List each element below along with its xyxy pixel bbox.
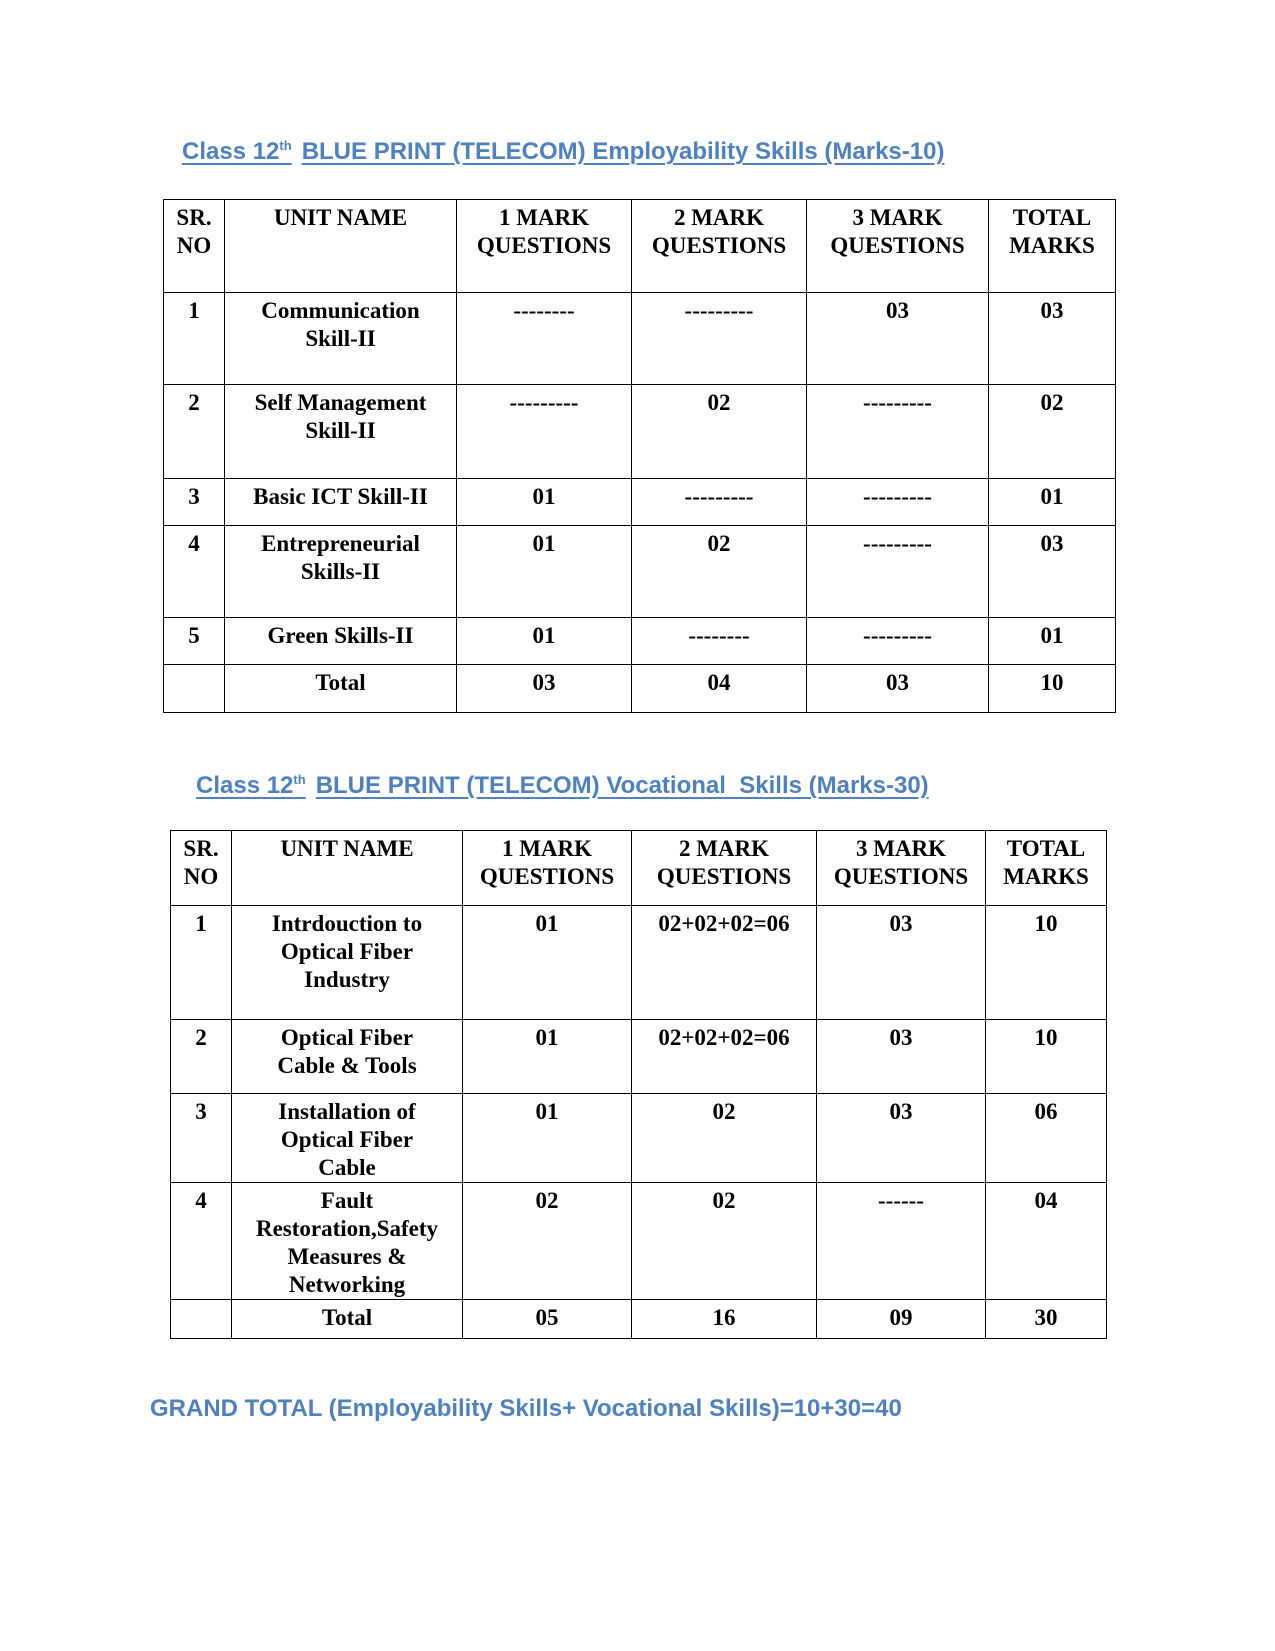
cell-1-mark: 01 — [463, 906, 632, 1020]
cell-2-mark: -------- — [632, 618, 807, 665]
table-row — [164, 385, 1116, 479]
cell-unit: Self Management Skill-II — [225, 385, 457, 479]
table-total-row — [171, 1300, 1107, 1339]
vocational-skills-table — [170, 830, 1107, 1339]
cell-sr: 1 — [164, 293, 225, 385]
cell-total: 06 — [986, 1094, 1107, 1183]
cell-2-mark: 02 — [632, 1094, 817, 1183]
header-1-mark: 1 MARK QUESTIONS — [457, 200, 632, 293]
cell-1-mark: 01 — [457, 618, 632, 665]
cell-unit: Communication Skill-II — [225, 293, 457, 385]
cell-unit: Entrepreneurial Skills-II — [225, 526, 457, 618]
header-3-mark: 3 MARK QUESTIONS — [817, 831, 986, 906]
cell-2-mark: 02+02+02=06 — [632, 1020, 817, 1094]
cell-total: 02 — [989, 385, 1116, 479]
cell-3-mark: 03 — [817, 906, 986, 1020]
cell-1-mark: 01 — [457, 526, 632, 618]
cell-sr: 5 — [164, 618, 225, 665]
table-header-row — [171, 831, 1107, 906]
heading-suffix: BLUE PRINT (TELECOM) Vocational Skills (Marks-30) — [315, 772, 929, 799]
heading-prefix: Class 12 — [196, 772, 294, 799]
table-row — [171, 906, 1107, 1020]
cell-total-label: Total — [232, 1300, 463, 1339]
cell-total: 03 — [989, 293, 1116, 385]
cell-1-mark: 01 — [463, 1020, 632, 1094]
vocational-skills-heading — [196, 772, 929, 800]
cell-unit: Green Skills-II — [225, 618, 457, 665]
cell-1-mark: 01 — [457, 479, 632, 526]
header-unit-name: UNIT NAME — [232, 831, 463, 906]
cell-2-mark: --------- — [632, 479, 807, 526]
table-row — [171, 1094, 1107, 1183]
cell-unit: Intrdouction to Optical Fiber Industry — [232, 906, 463, 1020]
heading-suffix: BLUE PRINT (TELECOM) Employability Skills (Marks-10) — [301, 138, 945, 165]
cell-2-mark: 02 — [632, 1183, 817, 1300]
cell-sr: 1 — [171, 906, 232, 1020]
header-2-mark: 2 MARK QUESTIONS — [632, 831, 817, 906]
cell-sr: 3 — [164, 479, 225, 526]
cell-sr: 3 — [171, 1094, 232, 1183]
cell-sr: 4 — [171, 1183, 232, 1300]
heading-superscript: th — [279, 138, 292, 153]
cell-2-mark: 02+02+02=06 — [632, 906, 817, 1020]
table-row — [171, 1020, 1107, 1094]
table-row — [164, 526, 1116, 618]
grand-total-text: GRAND TOTAL (Employability Skills+ Vocational Skills)=10+30=40 — [150, 1395, 902, 1422]
cell-1-mark-total: 03 — [457, 665, 632, 713]
cell-3-mark: --------- — [807, 618, 989, 665]
cell-2-mark: 02 — [632, 385, 807, 479]
cell-unit: Optical Fiber Cable & Tools — [232, 1020, 463, 1094]
cell-sr-empty — [171, 1300, 232, 1339]
cell-3-mark-total: 03 — [807, 665, 989, 713]
cell-1-mark: -------- — [457, 293, 632, 385]
cell-3-mark: 03 — [817, 1020, 986, 1094]
cell-unit: Basic ICT Skill-II — [225, 479, 457, 526]
cell-sr: 4 — [164, 526, 225, 618]
cell-total: 01 — [989, 618, 1116, 665]
table-total-row — [164, 665, 1116, 713]
cell-sr: 2 — [164, 385, 225, 479]
cell-3-mark: --------- — [807, 526, 989, 618]
cell-grand-total: 30 — [986, 1300, 1107, 1339]
table-row — [171, 1183, 1107, 1300]
cell-2-mark: 02 — [632, 526, 807, 618]
employability-skills-table — [163, 199, 1116, 713]
cell-3-mark: ------ — [817, 1183, 986, 1300]
cell-total: 01 — [989, 479, 1116, 526]
cell-1-mark-total: 05 — [463, 1300, 632, 1339]
table-row — [164, 618, 1116, 665]
header-total-marks: TOTAL MARKS — [989, 200, 1116, 293]
cell-1-mark: 02 — [463, 1183, 632, 1300]
table-header-row — [164, 200, 1116, 293]
table-row — [164, 293, 1116, 385]
header-sr-no: SR. NO — [164, 200, 225, 293]
header-total-marks: TOTAL MARKS — [986, 831, 1107, 906]
cell-grand-total: 10 — [989, 665, 1116, 713]
cell-sr-empty — [164, 665, 225, 713]
cell-3-mark-total: 09 — [817, 1300, 986, 1339]
cell-sr: 2 — [171, 1020, 232, 1094]
cell-total: 10 — [986, 1020, 1107, 1094]
table-row — [164, 479, 1116, 526]
cell-total: 04 — [986, 1183, 1107, 1300]
header-3-mark: 3 MARK QUESTIONS — [807, 200, 989, 293]
header-sr-no: SR. NO — [171, 831, 232, 906]
cell-total: 03 — [989, 526, 1116, 618]
cell-unit: Fault Restoration,Safety Measures & Networking — [232, 1183, 463, 1300]
cell-2-mark-total: 16 — [632, 1300, 817, 1339]
employability-skills-heading — [182, 138, 944, 166]
cell-total-label: Total — [225, 665, 457, 713]
cell-2-mark-total: 04 — [632, 665, 807, 713]
cell-3-mark: --------- — [807, 479, 989, 526]
cell-total: 10 — [986, 906, 1107, 1020]
heading-superscript: th — [293, 772, 306, 787]
cell-2-mark: --------- — [632, 293, 807, 385]
cell-unit: Installation of Optical Fiber Cable — [232, 1094, 463, 1183]
cell-3-mark: 03 — [817, 1094, 986, 1183]
cell-1-mark: 01 — [463, 1094, 632, 1183]
cell-1-mark: --------- — [457, 385, 632, 479]
heading-prefix: Class 12 — [182, 138, 280, 165]
header-1-mark: 1 MARK QUESTIONS — [463, 831, 632, 906]
cell-3-mark: 03 — [807, 293, 989, 385]
header-unit-name: UNIT NAME — [225, 200, 457, 293]
cell-3-mark: --------- — [807, 385, 989, 479]
header-2-mark: 2 MARK QUESTIONS — [632, 200, 807, 293]
